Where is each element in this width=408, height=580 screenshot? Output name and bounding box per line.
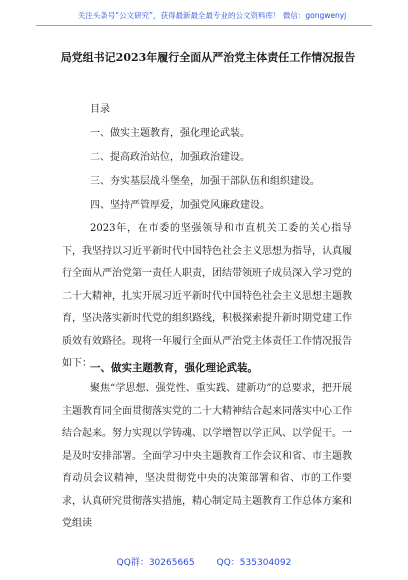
- document-title: 局党组书记2023年履行全面从严治党主体责任工作情况报告: [60, 51, 356, 64]
- footer-qq: QQ：535304092: [216, 558, 292, 568]
- footer-contact: [0, 555, 408, 568]
- section-paragraph: 聚焦“学思想、强党性、重实践、建新功”的总要求，把开展主题教育同全面贯彻落实党的二十大精神结合起来同落实中心工作结合起来。努力实现以学铸魂、以学增智以学正风、以学促干。一是及时安排部署。全面学习中央主题教育工作会议和省、市主题教育动员会议精神，坚决贯彻党中央的决策部署和省、市的工作要求，认真研究贯彻落实措施，精心制定局主题教育工作总体方案和党组读: [62, 383, 352, 529]
- toc-item: 四、坚持严管厚爱，加强党风廉政建设。: [90, 200, 270, 211]
- toc-item: 一、做实主题教育，强化理论武装。: [90, 128, 250, 139]
- footer-qq-group: QQ群：30265665: [116, 558, 195, 568]
- header-divider: [36, 25, 372, 26]
- section-heading: 一、做实主题教育，强化理论武装。: [90, 362, 258, 374]
- header-banner: 关注头条号“公文研究”，获得最新最全最专业的公文资料库！ 微信：gongwenyj: [77, 11, 347, 20]
- toc-item: 二、提高政治站位，加强政治建设。: [90, 152, 250, 163]
- intro-paragraph: 2023年，在市委的坚强领导和市直机关工委的关心指导下，我坚持以习近平新时代中国特色社会主义思想为指导，认真履行全面从严治党第一责任人职责，团结带领班子成员深入学习党的二十大精神，扎实开展习近平新时代中国特色社会主义思想主题教育，坚决落实新时代党的组织路线，积极探索提升新时期党建工作质效有效路径。现将一年履行全面从严治党主体责任工作情况报告如下：: [62, 223, 352, 369]
- toc-heading: 目录: [90, 104, 110, 115]
- toc-item: 三、夯实基层战斗堡垒，加强干部队伍和组织建设。: [90, 176, 320, 187]
